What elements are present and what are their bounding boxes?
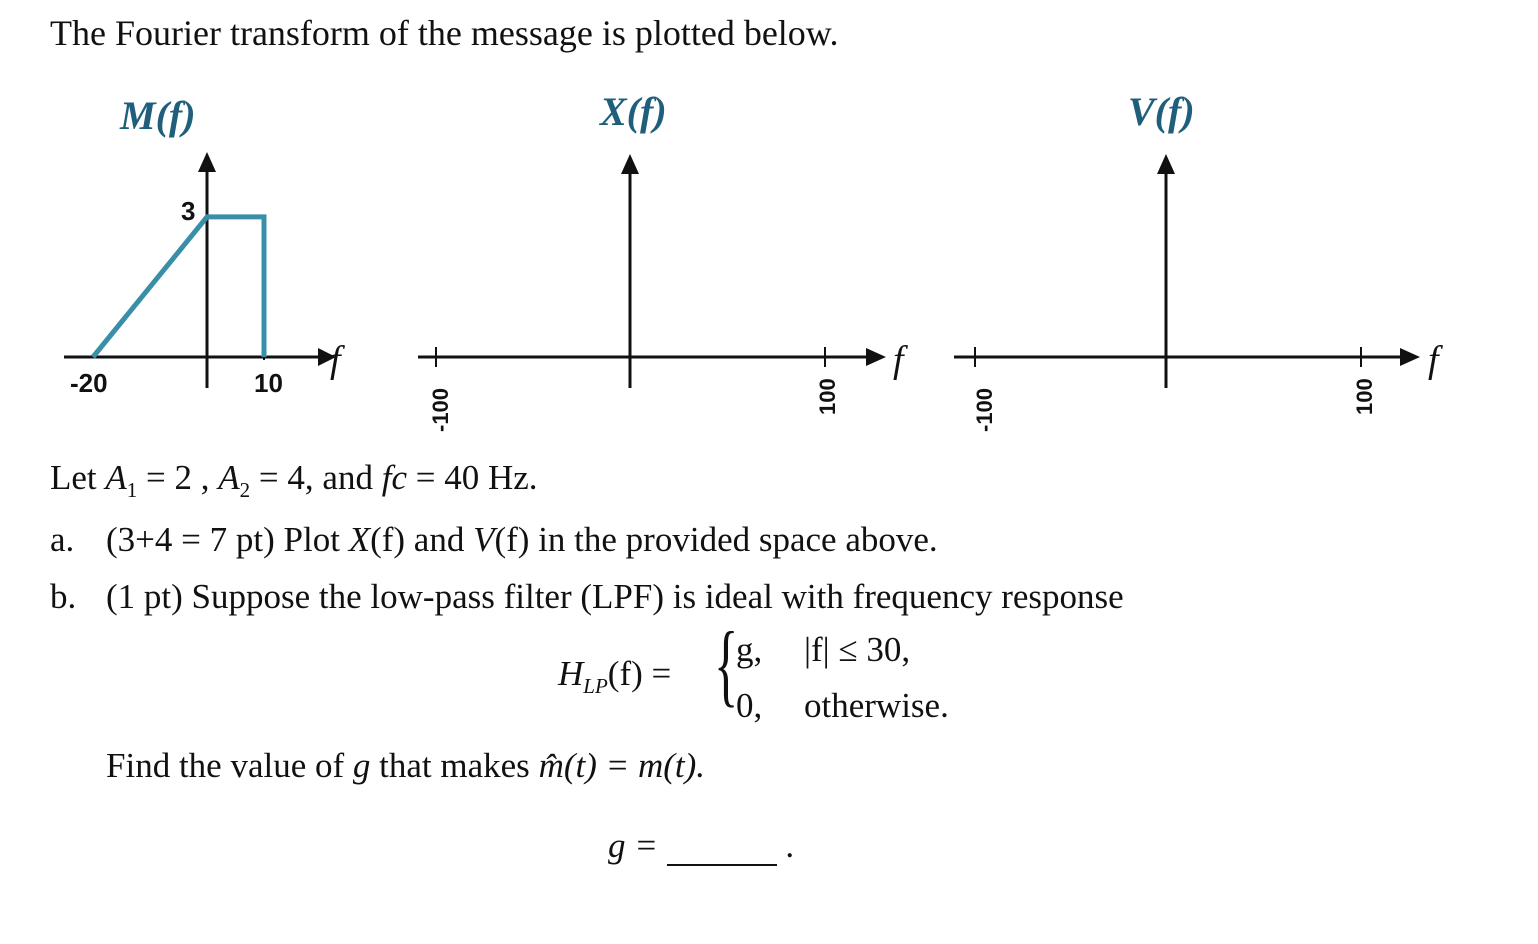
m-plot-axes (64, 152, 336, 388)
intro-text: The Fourier transform of the message is plotted below. (50, 13, 839, 53)
m-spectrum-curve (93, 217, 264, 357)
given-a1: A (105, 458, 127, 497)
given-mid: , and (304, 458, 382, 497)
find-expr: m̂(t) = m(t). (538, 746, 706, 785)
part-a-label: a. (50, 520, 75, 559)
formula-case1-cond: |f| ≤ 30, (804, 630, 911, 669)
x-axis-label: f (893, 339, 904, 381)
m-axis-label: f (330, 339, 341, 381)
formula-case2-val: 0, (736, 686, 763, 725)
given-fc: fc (381, 458, 407, 497)
x-tick-pos-label: 100 (815, 378, 840, 415)
m-peak-label: 3 (181, 196, 196, 226)
v-tick-pos-label: 100 (1352, 378, 1377, 415)
given-eq2: = 4 (250, 458, 305, 497)
v-axis-label: f (1428, 339, 1439, 381)
formula-case2-cond: otherwise. (804, 686, 949, 725)
x-tick-neg-label: -100 (428, 387, 453, 432)
find-g: g (352, 746, 371, 785)
m-tick-right: 10 (254, 368, 283, 398)
part-b-label: b. (50, 577, 77, 616)
given-eq1: = 2 , (137, 458, 219, 497)
spectrum-plots (0, 0, 1538, 460)
x-y-arrow (621, 154, 639, 174)
given-a2: A (218, 458, 240, 497)
part-a-v: V (473, 520, 495, 559)
given-a2-sub: 2 (239, 478, 251, 502)
m-tick-left: -20 (70, 368, 108, 398)
answer-end: . (785, 826, 795, 865)
v-x-arrow (1400, 348, 1420, 366)
x-plot-axes (418, 154, 886, 388)
v-tick-neg-label: -100 (972, 387, 997, 432)
m-plot-title: M(f) (120, 93, 196, 138)
formula-lhs (558, 654, 671, 699)
part-a-points: (3+4 = 7 pt) Plot (106, 520, 349, 559)
given-eq3: = 40 Hz. (406, 458, 538, 497)
v-y-arrow (1157, 154, 1175, 174)
v-plot-axes (954, 154, 1420, 388)
part-a-rest: in the provided space above. (529, 520, 938, 559)
given-a1-sub: 1 (126, 478, 138, 502)
part-a-and: and (405, 520, 474, 559)
part-a-f2: (f) (494, 520, 530, 559)
find-pre: Find the value of (106, 746, 353, 785)
x-x-arrow (866, 348, 886, 366)
v-plot-title: V(f) (1128, 89, 1195, 134)
answer-blank[interactable] (667, 834, 777, 866)
answer-line (608, 826, 794, 866)
formula-h: H (558, 654, 584, 693)
given-line (50, 458, 538, 503)
part-a-x: X (348, 520, 371, 559)
given-prefix: Let (50, 458, 106, 497)
answer-lhs: g = (608, 826, 658, 865)
part-b-text: (1 pt) Suppose the low-pass filter (LPF) is ideal with frequency response (106, 577, 1124, 616)
part-a-text (106, 520, 938, 560)
formula-arg: (f) = (607, 654, 672, 693)
formula-brace: { (714, 613, 739, 715)
find-line (106, 746, 705, 786)
find-mid: that makes (370, 746, 539, 785)
formula-case1-val: g, (736, 630, 763, 669)
formula-h-sub: LP (583, 674, 608, 698)
m-y-arrow (198, 152, 216, 172)
part-a-f1: (f) (370, 520, 406, 559)
x-plot-title: X(f) (600, 89, 667, 134)
